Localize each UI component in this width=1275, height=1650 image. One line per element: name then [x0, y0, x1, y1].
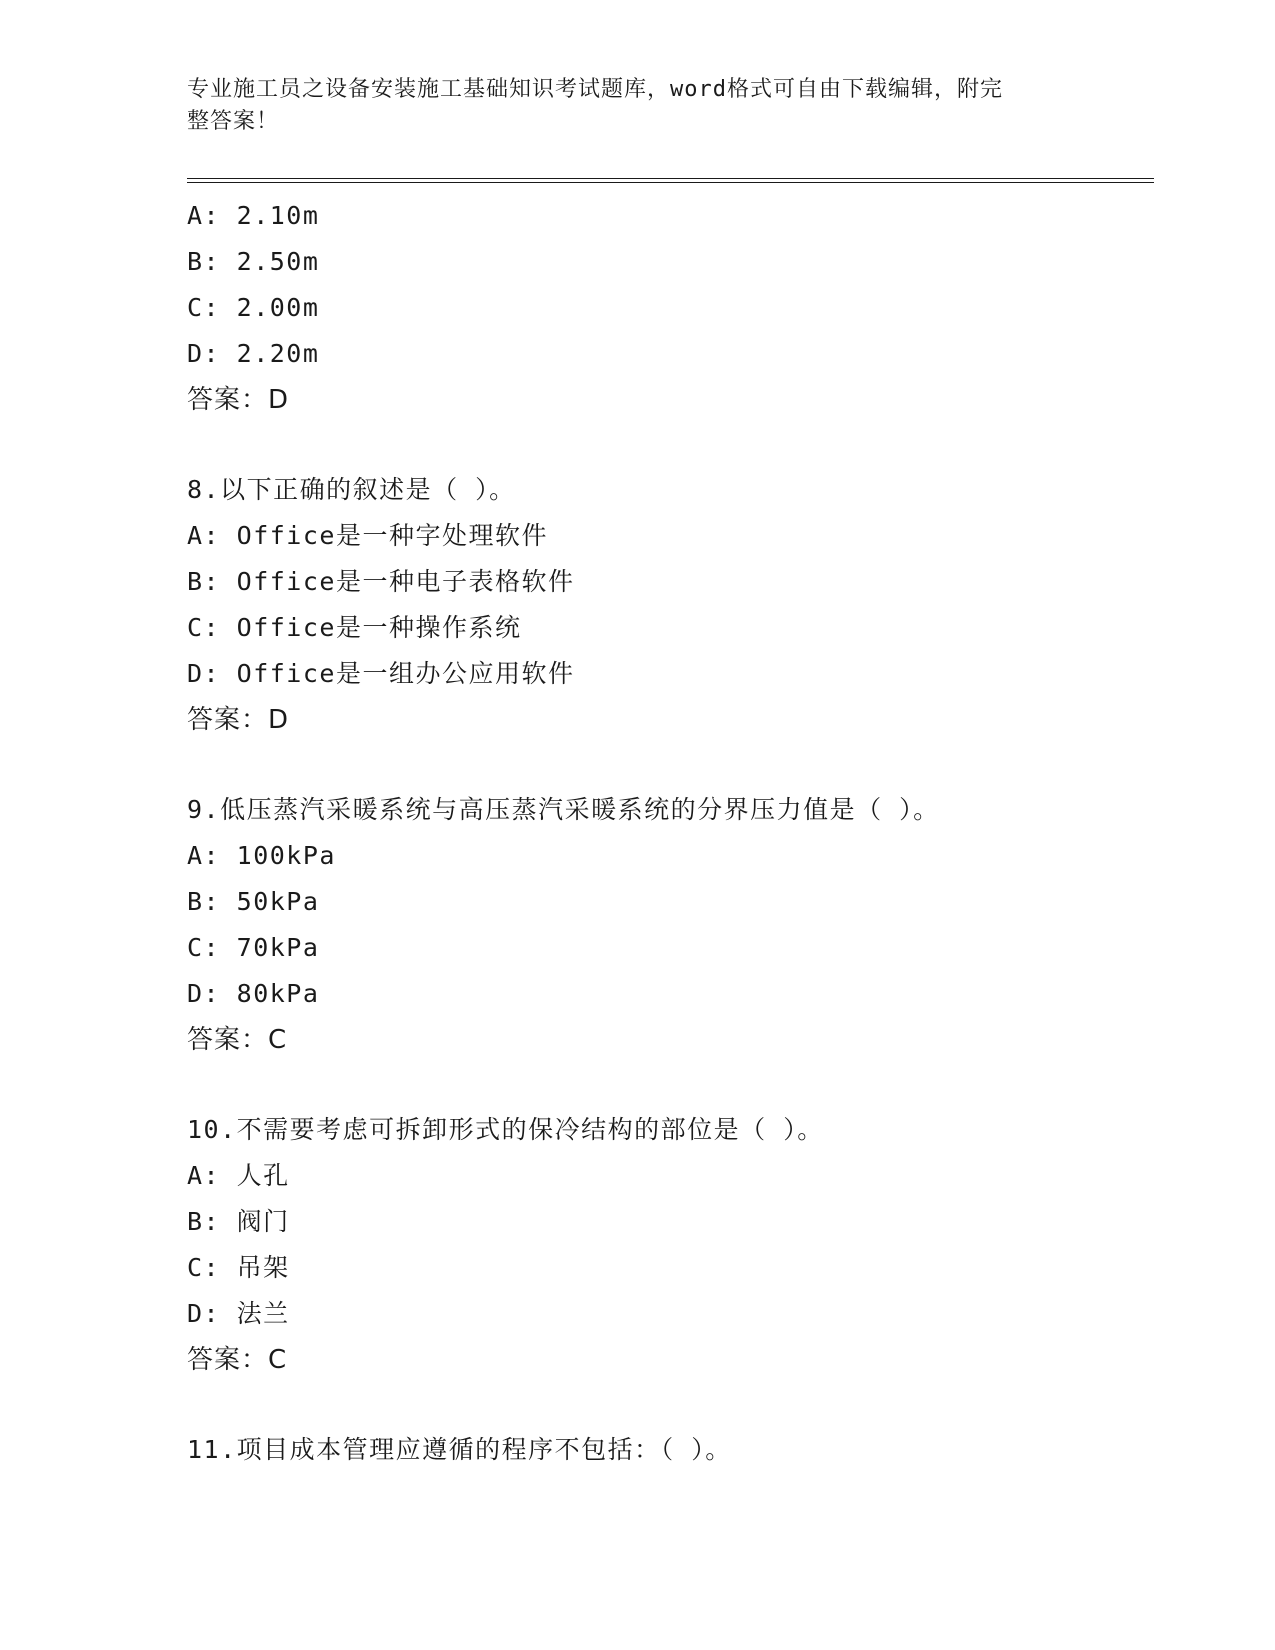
- spacer: [187, 1383, 1147, 1427]
- option-c: C: 70kPa: [187, 933, 320, 962]
- spacer: [187, 423, 1147, 467]
- question-block-9: [187, 787, 1147, 1063]
- header-line-1: 专业施工员之设备安装施工基础知识考试题库，word格式可自由下载编辑，附完: [187, 77, 1003, 102]
- header-divider-top: [187, 178, 1154, 179]
- document-header: [187, 74, 1067, 138]
- option-c: C: Office是一种操作系统: [187, 613, 522, 642]
- question-text: 10.不需要考虑可拆卸形式的保冷结构的部位是（ ）。: [187, 1115, 824, 1144]
- question-list: [187, 193, 1147, 1473]
- option-c: C: 2.00m: [187, 293, 320, 322]
- question-text: 11.项目成本管理应遵循的程序不包括：（ ）。: [187, 1435, 732, 1464]
- answer-line: 答案：D: [187, 385, 290, 415]
- header-divider-bottom: [187, 182, 1154, 183]
- question-block-11: [187, 1427, 1147, 1473]
- answer-line: 答案：D: [187, 705, 290, 735]
- option-b: B: Office是一种电子表格软件: [187, 567, 575, 596]
- option-a: A: Office是一种字处理软件: [187, 521, 548, 550]
- question-text: 8.以下正确的叙述是（ ）。: [187, 475, 516, 504]
- option-a: A: 人孔: [187, 1161, 290, 1190]
- option-b: B: 50kPa: [187, 887, 320, 916]
- option-d: D: Office是一组办公应用软件: [187, 659, 575, 688]
- question-text: 9.低压蒸汽采暖系统与高压蒸汽采暖系统的分界压力值是（ ）。: [187, 795, 940, 824]
- option-c: C: 吊架: [187, 1253, 290, 1282]
- option-a: A: 100kPa: [187, 841, 336, 870]
- question-block-8: [187, 467, 1147, 743]
- spacer: [187, 1063, 1147, 1107]
- spacer: [187, 743, 1147, 787]
- option-d: D: 80kPa: [187, 979, 320, 1008]
- answer-line: 答案：C: [187, 1025, 288, 1055]
- option-d: D: 2.20m: [187, 339, 320, 368]
- question-block-10: [187, 1107, 1147, 1383]
- option-b: B: 阀门: [187, 1207, 290, 1236]
- answer-line: 答案：C: [187, 1345, 288, 1375]
- option-a: A: 2.10m: [187, 201, 320, 230]
- question-block-7: [187, 193, 1147, 423]
- option-b: B: 2.50m: [187, 247, 320, 276]
- option-d: D: 法兰: [187, 1299, 290, 1328]
- header-line-2: 整答案！: [187, 109, 280, 134]
